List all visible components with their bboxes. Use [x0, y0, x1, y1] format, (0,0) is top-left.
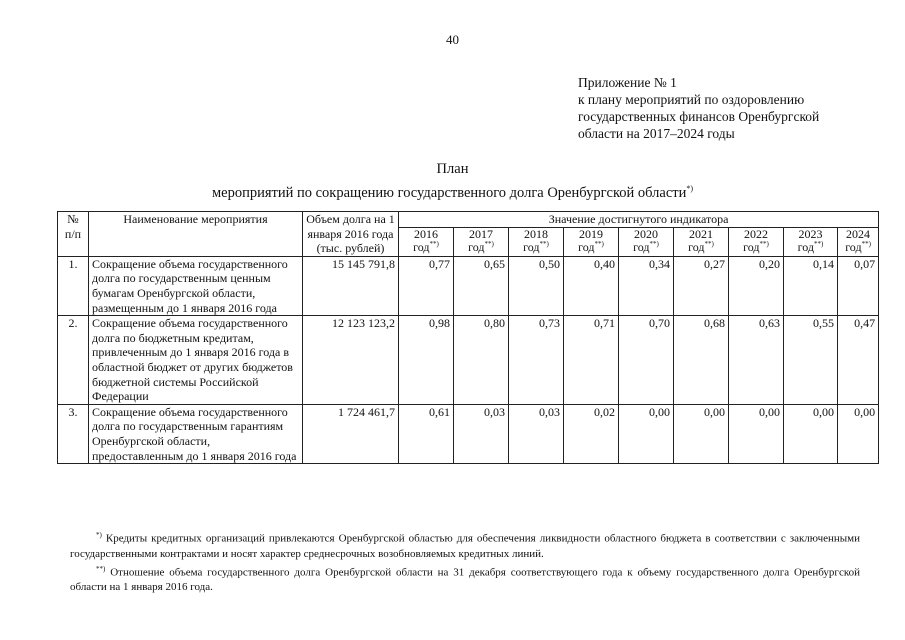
footnotes	[70, 528, 860, 595]
col-header-year	[838, 228, 879, 256]
col-header-num: № п/п	[58, 212, 89, 257]
indicator-value: 0,80	[454, 316, 509, 405]
indicator-value: 0,55	[784, 316, 838, 405]
measure-name: Сокращение объема государственного долга по государственным гарантиям Оренбургской области, предоставленным до 1 января 2016 года	[89, 404, 303, 463]
table-row	[58, 404, 879, 463]
indicator-value: 0,03	[509, 404, 564, 463]
year-footnote-mark: **)	[429, 240, 439, 249]
indicator-value: 0,98	[399, 316, 454, 405]
indicator-value: 0,50	[509, 256, 564, 315]
indicator-value: 0,71	[564, 316, 619, 405]
row-number: 1.	[58, 256, 89, 315]
year-footnote-mark: **)	[594, 240, 604, 249]
indicator-value: 0,00	[674, 404, 729, 463]
footnote	[70, 528, 860, 562]
footnote-text: Отношение объема государственного долга Оренбургской области на 31 декабря соответствующего года к объему государственного долга Оренбургской области на 1 января 2016 года.	[70, 566, 860, 594]
col-header-year	[619, 228, 674, 256]
indicator-value: 0,70	[619, 316, 674, 405]
year-value: 2019	[579, 227, 603, 242]
year-value: 2021	[689, 227, 713, 242]
appendix-line: государственных финансов Оренбургской	[578, 109, 820, 124]
col-header-year	[454, 228, 509, 256]
page-number: 40	[446, 32, 459, 47]
appendix-line: Приложение № 1	[578, 75, 677, 90]
col-header-indicator: Значение достигнутого индикатора	[399, 212, 879, 228]
year-label: год	[743, 240, 760, 255]
year-label: год	[413, 240, 430, 255]
year-label: год	[633, 240, 650, 255]
indicator-value: 0,00	[729, 404, 784, 463]
plan-subtitle	[0, 179, 905, 203]
measure-name: Сокращение объема государственного долга по бюджетным кредитам, привлеченным до 1 января 2016 года в областной бюджет от других бюджетов бюджетной системы Российской Федерации	[89, 316, 303, 405]
indicator-value: 0,27	[674, 256, 729, 315]
plan-subtitle-mark: *)	[686, 184, 694, 193]
row-number: 3.	[58, 404, 89, 463]
year-label: год	[468, 240, 485, 255]
footnote	[70, 562, 860, 596]
year-value: 2016	[414, 227, 438, 242]
indicator-value: 0,02	[564, 404, 619, 463]
year-footnote-mark: **)	[814, 240, 824, 249]
year-value: 2022	[744, 227, 768, 242]
table-header-row	[58, 212, 879, 228]
appendix-note	[578, 74, 898, 142]
year-value: 2023	[798, 227, 823, 242]
col-header-name: Наименование мероприятия	[89, 212, 303, 257]
indicator-value: 0,40	[564, 256, 619, 315]
indicator-value: 0,47	[838, 316, 879, 405]
indicator-value: 0,73	[509, 316, 564, 405]
year-footnote-mark: **)	[539, 240, 549, 249]
year-footnote-mark: **)	[704, 240, 714, 249]
col-header-year	[674, 228, 729, 256]
indicator-value: 0,63	[729, 316, 784, 405]
indicator-value: 0,00	[784, 404, 838, 463]
year-label: год	[523, 240, 540, 255]
col-header-volume: Объем долга на 1 января 2016 года (тыс. рублей)	[303, 212, 399, 257]
year-footnote-mark: **)	[649, 240, 659, 249]
year-label: год	[688, 240, 705, 255]
indicator-value: 0,03	[454, 404, 509, 463]
indicator-value: 0,07	[838, 256, 879, 315]
footnote-mark: *)	[96, 531, 102, 539]
year-value: 2017	[469, 227, 493, 242]
indicator-value: 0,00	[619, 404, 674, 463]
indicator-value: 0,00	[838, 404, 879, 463]
col-header-year	[784, 228, 838, 256]
table-row	[58, 256, 879, 315]
appendix-line: к плану мероприятий по оздоровлению	[578, 92, 805, 107]
year-footnote-mark: **)	[484, 240, 494, 249]
indicator-value: 0,14	[784, 256, 838, 315]
year-label: год	[845, 240, 862, 255]
indicator-value: 0,77	[399, 256, 454, 315]
plan-heading	[0, 160, 905, 203]
year-label: год	[578, 240, 595, 255]
plan-subtitle-text: мероприятий по сокращению государственного долга Оренбургской области	[211, 184, 687, 201]
year-value: 2018	[524, 227, 548, 242]
year-value: 2024	[846, 227, 871, 242]
measure-name: Сокращение объема государственного долга по государственным ценным бумагам Оренбургской области, размещенным до 1 января 2016 года	[89, 256, 303, 315]
col-header-year	[729, 228, 784, 256]
indicator-value: 0,65	[454, 256, 509, 315]
indicator-value: 0,20	[729, 256, 784, 315]
year-footnote-mark: **)	[759, 240, 769, 249]
year-footnote-mark: **)	[861, 240, 871, 249]
table-row	[58, 316, 879, 405]
indicator-value: 0,61	[399, 404, 454, 463]
row-number: 2.	[58, 316, 89, 405]
footnote-text: Кредиты кредитных организаций привлекаются Оренбургской областью для обеспечения ликвидности областного бюджета в соответствии с заключенными государственными контрактами и носят характер среднесрочных возобновляемых кредитных линий.	[70, 532, 861, 560]
year-value: 2020	[634, 227, 658, 242]
plan-title: План	[436, 161, 469, 177]
col-header-year	[509, 228, 564, 256]
debt-volume: 12 123 123,2	[303, 316, 399, 405]
year-label: год	[797, 240, 815, 255]
footnote-mark: **)	[96, 564, 106, 573]
col-header-year	[399, 228, 454, 256]
col-header-year	[564, 228, 619, 256]
indicator-value: 0,68	[674, 316, 729, 405]
indicator-value: 0,34	[619, 256, 674, 315]
debt-volume: 15 145 791,8	[303, 256, 399, 315]
debt-volume: 1 724 461,7	[303, 404, 399, 463]
measures-table	[57, 211, 879, 464]
appendix-line: области на 2017–2024 годы	[578, 126, 735, 141]
table-body	[58, 256, 879, 463]
